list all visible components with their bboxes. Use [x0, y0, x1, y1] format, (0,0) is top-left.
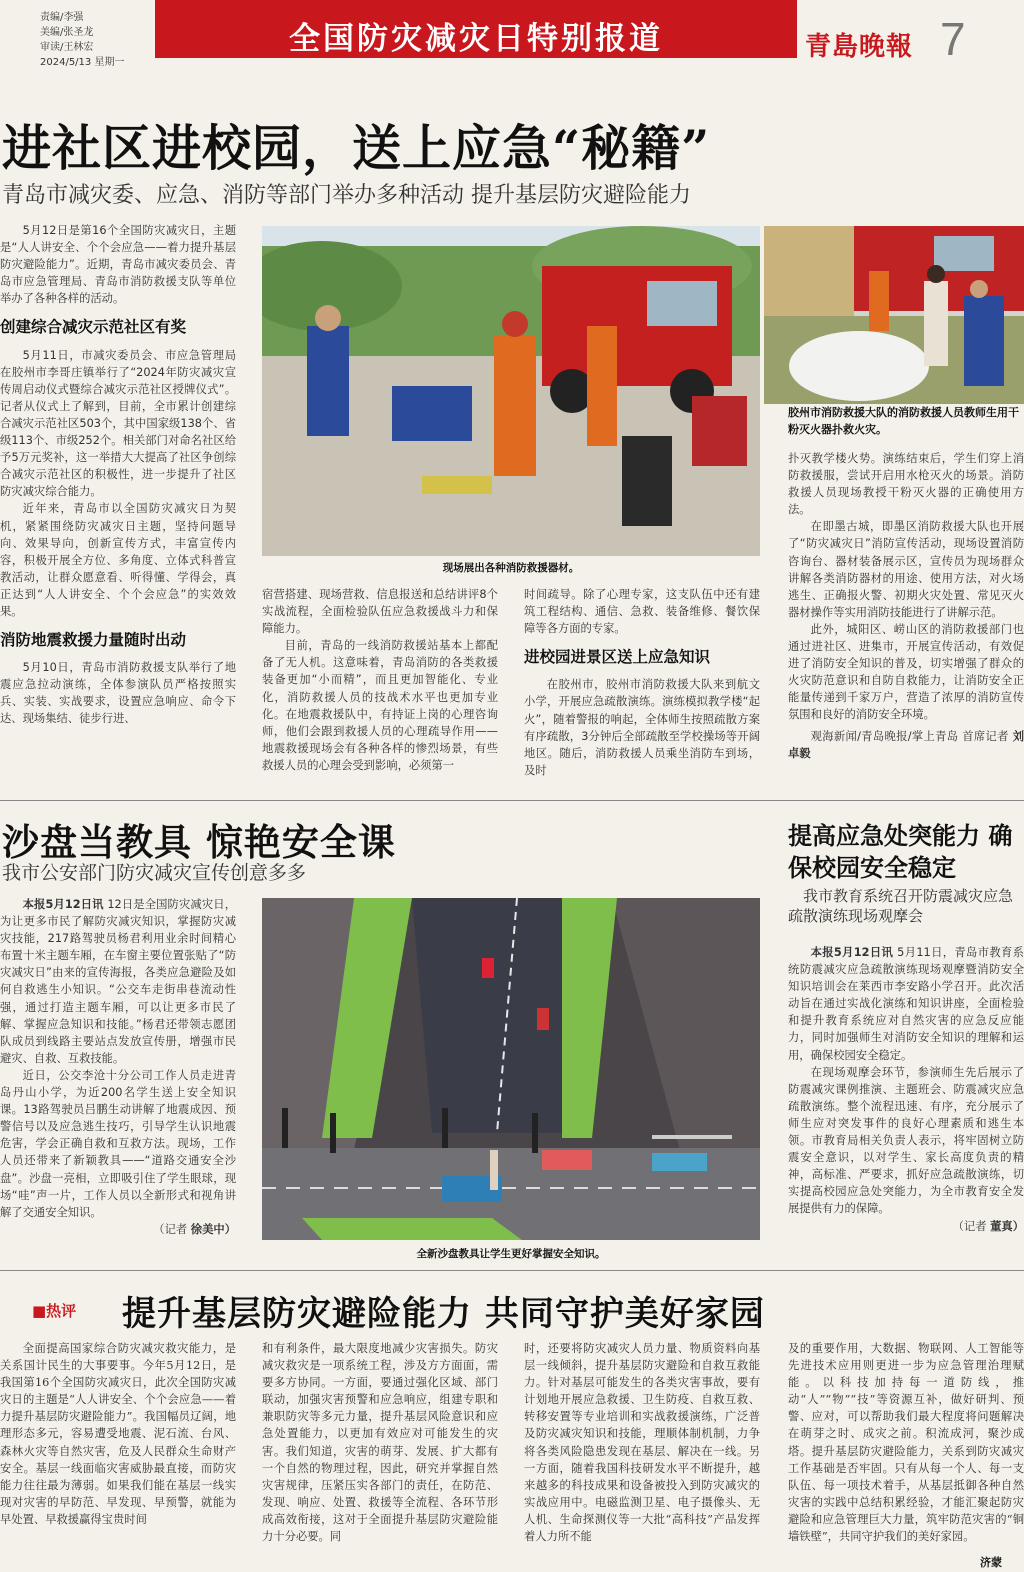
paragraph: 时间疏导。除了心理专家，这支队伍中还有建筑工程结构、通信、急救、装备维修、餐饮保障等各方面的专家。 — [524, 588, 760, 636]
paragraph: 此外，城阳区、崂山区的消防救援部门也通过进社区、进集市，开展宣传活动，有效促进了消防安全知识的普及，切实增强了群众的火灾防范意识和自防自救能力，让消防安全正能量传递到千家万户，营造了浓厚的消防宣传氛围和良好的消防安全环境。 — [788, 622, 1024, 722]
paragraph: 全面提高国家综合防灾减灾救灾能力，是关系国计民生的大事要事。今年5月12日，是我国第16个全国防灾减灾日，此次全国防灾减灾日的主题是“人人讲安全、个个会应急——着力提升基层防灾避险能力”。我国幅员辽阔，地理形态多元，容易遭受地震、泥石流、台风、森林火灾等自然灾害，危及人民群众生命财产安全。基层一线面临灾害威胁最直接，而防灾能力往往最为薄弱。如果我们能在基层一线实现对灾害的早防范、早发现、早预警，就能为早处置、早救援赢得宝贵时间 — [0, 1342, 236, 1526]
story2-subhead: 我市公安部门防灾减灾宣传创意多多 — [2, 862, 307, 884]
divider — [0, 1270, 1024, 1271]
story3-subhead: 我市教育系统召开防震减灾应急疏散演练现场观摩会 — [788, 887, 1014, 925]
story3-column: 本报5月12日讯 5月11日，青岛市教育系统防震减灾应急疏散演练现场观摩暨消防安全知识培训会在莱西市李安路小学召开。此次活动旨在通过实战化演练和知识讲座，全面检验和提升教育系统应对自然灾害的应急反应能力，同时加强师生对消防安全知识的理解和运用，确保校园安全稳定。 在现场观摩会环节，参演师生先后展示了防震减灾课例推演、主题班会、防震减灾应急疏散演练。整个流程迅速、有序，充分展示了师生应对突发事件的良好心理素质和逃生本领。市教育局相关负责人表示，将牢固树立防震安全意识，以对学生、家长高度负责的精神，高标准、严要求，抓好应急疏散演练，切实提高校园应急处突能力，为全市教育安全发展提供有力的保障。 （记者 董真） — [788, 944, 1024, 1264]
paragraph: 近日，公交李沧十分公司工作人员走进青岛丹山小学，为近200名学生送上安全知识课。13路驾驶员吕鹏生动讲解了地震成因、预警信号以及应急逃生技巧，引导学生认识地震危害，学会正确自救和互救方法。现场，工作人员还带来了新颖教具——“道路交通安全沙盘”。沙盘一亮相，立即吸引住了学生眼球，现场“哇”声一片，工作人员以全新形式和视角讲解了交通安全知识。 — [0, 1068, 236, 1219]
lead-headline: 进社区进校园，送上应急“秘籍” — [2, 119, 711, 177]
byline: 观海新闻/青岛晚报/掌上青岛 首席记者 刘卓毅 — [788, 729, 1024, 760]
paragraph: 宿营搭建、现场营救、信息报送和总结讲评8个实战流程，全面检验队伍应急救援战斗力和保障能力。 — [262, 588, 498, 636]
paragraph: 目前，青岛的一线消防救援站基本上都配备了无人机。这意味着，青岛消防的各类救援装备更加“小而精”，而且更加智能化、专业化，消防救援人员的技战术水平也更加专业化。在地震救援队中，有持证上岗的心理咨询师，他们会跟到救援人员的心理疏导作用——地震救援现场会有各种各样的惨烈场景，有些救援人员的心理会受到影响，必须第一 — [262, 639, 498, 772]
lead-column-2 — [262, 586, 498, 794]
hot-comment-tag: ■热评 — [32, 1302, 77, 1320]
paragraph: 在胶州市，胶州市消防救援大队来到航文小学，开展应急疏散演练。演练模拟教学楼“起火”，随着警报的响起，全体师生按照疏散方案有序疏散，3分钟后全部疏散至学校操场等开阔地区。随后，消防救援人员乘坐消防车到场，及时 — [524, 678, 760, 777]
comment-column-3 — [524, 1340, 760, 1572]
byline: （记者 徐美中） — [153, 1222, 236, 1236]
section-title: 消防地震救援力量随时出动 — [0, 631, 187, 650]
paragraph: 5月11日，市减灾委员会、市应急管理局在胶州市李哥庄镇举行了“2024年防灾减灾宣传周启动仪式暨综合减灾示范社区授牌仪式”。记者从仪式上了解到，目前，全市累计创建综合减灾示范社区503个，其中国家级138个、省级113个、市级252个。相关部门对命名社区给予5万元奖补，这一举措大大提高了社区争创综合减灾示范社区的积极性，进一步提升了社区防灾减灾综合能力。 — [0, 348, 236, 499]
comment-column-2 — [262, 1340, 498, 1572]
paragraph: 及的重要作用，大数据、物联网、人工智能等先进技术应用则更进一步为应急管理治理赋能。以科技加持每一道防线，推动“人”“物”“技”等资源互补，做好研判、预警、应对，可以帮助我们最大程度将问题解决在萌芽之时、成灾之前。积流成河，聚沙成塔。提升基层防灾避险能力，关系到防灾减灾工作基础是否牢固。只有从每一个人、每一支队伍、每一项技术着手，从基层抵御各种自然灾害的实践中总结积累经验，才能汇聚起防灾避险和应急管理巨大力量，筑牢防范灾害的“铜墙铁壁”，共同守护我们的美好家园。 — [788, 1342, 1024, 1544]
lead-subhead: 青岛市减灾委、应急、消防等部门举办多种活动 提升基层防灾避险能力 — [2, 183, 691, 208]
paragraph: 在即墨古城，即墨区消防救援大队也开展了“防灾减灾日”消防宣传活动，现场设置消防咨询台、器材装备展示区，宣传员为现场群众讲解各类消防器材的用途、使用方法，对火场逃生、正确报火警、初期火灾处置、常见灭火器材操作等实用消防技能进行了讲解示范。 — [788, 520, 1024, 619]
story3-headline: 提高应急处突能力 确保校园安全稳定 — [788, 822, 1013, 882]
comment-headline: 提升基层防灾避险能力 共同守护美好家园 — [122, 1294, 765, 1334]
lead-column-1 — [0, 222, 236, 792]
lead-column-4 — [788, 450, 1024, 790]
editor-credit: 责编/李强 — [40, 12, 84, 23]
comment-author: 济蒙 — [980, 1556, 1002, 1569]
issue-date: 2024/5/13 星期一 — [40, 57, 125, 68]
paragraph: 5月10日，青岛市消防救援支队举行了地震应急拉动演练，全体参演队员严格按照实兵、实装、实战要求，设置应急响应、命令下达、现场集结、徒步行进、 — [0, 661, 236, 726]
page-number: 7 — [940, 13, 966, 65]
comment-column-4 — [788, 1340, 1024, 1558]
page-meta — [40, 10, 124, 70]
paragraph: 近年来，青岛市以全国防灾减灾日为契机，紧紧围绕防灾减灾日主题，坚持问题导向、效果导向，创新宣传方式，丰富宣传内容，积极开展全方位、多角度、立体式科普宣教活动，让群众愿意看、听得懂、学得会，真正达到“人人讲安全、个个会应急”的实效效果。 — [0, 502, 236, 618]
byline: （记者 董真） — [952, 1219, 1024, 1233]
newspaper-masthead: 青島晚報 — [805, 32, 914, 62]
section-title: 进校园进景区送上应急知识 — [524, 648, 711, 667]
lead-intro: 5月12日是第16个全国防灾减灾日，主题是“人人讲安全、个个会应急——着力提升基层防灾避险能力”。近期，青岛市减灾委员会、青岛市应急管理局、青岛市消防救援支队等单位举办了各种各样的活动。 — [0, 224, 236, 306]
reviewer-credit: 审读/王林宏 — [40, 42, 94, 53]
extinguisher-demo-photo — [764, 226, 1024, 404]
equipment-display-photo — [262, 226, 760, 556]
lead-column-3 — [524, 586, 760, 794]
designer-credit: 美编/张圣龙 — [40, 27, 94, 38]
section-title: 创建综合减灾示范社区有奖 — [0, 318, 187, 337]
photo-caption: 胶州市消防救援大队的消防救援人员教师生用干粉灭火器扑救火灾。 — [788, 406, 1019, 436]
sand-table-photo — [262, 898, 760, 1240]
banner-title: 全国防灾减灾日特别报道 — [289, 21, 663, 57]
photo-caption: 全新沙盘教具让学生更好掌握安全知识。 — [416, 1248, 606, 1260]
photo-caption: 现场展出各种消防救援器材。 — [442, 562, 580, 574]
comment-column-1 — [0, 1340, 236, 1572]
paragraph: 和有利条件，最大限度地减少灾害损失。防灾减灾救灾是一项系统工程，涉及方方面面，需要多方协同。一方面，要通过强化区域、部门联动，加强灾害预警和应急响应，组建专职和兼职防灾等多元力量，提升基层风险意识和应急处置能力，以更加有效应对可能发生的灾害。我们知道，灾害的萌芽、发展、扩大都有一个自然的物理过程，因此，研究并掌握自然灾害规律，压紧压实各部门的责任，在防范、发现、响应、处置、救援等全流程、各环节形成高效衔接，这对于全面提升基层防灾避险能力十分必要。同 — [262, 1342, 498, 1544]
paragraph: 在现场观摩会环节，参演师生先后展示了防震减灾课例推演、主题班会、防震减灾应急疏散演练。整个流程迅速、有序，充分展示了师生应对突发事件的良好心理素质和逃生本领。市教育局相关负责人表示，将牢固树立防震安全意识，以对学生、家长高度负责的精神，高标准、严要求，抓好应急疏散演练，切实提高校园应急处突能力，为全市教育安全发展提供有力的保障。 — [788, 1065, 1024, 1216]
story2-column: 本报5月12日讯 12日是全国防灾减灾日，为让更多市民了解防灾减灾知识，掌握防灾减灾技能，217路驾驶员杨君利用业余时间精心布置十米主题车厢，在车窗主要位置张贴了“防灾减灾日”由来的宣传海报，各类应急避险及如何自救逃生小知识。“公交车走街串巷流动性强，通过打造主题车厢，可以让更多市民了解、掌握应急知识和技能。”杨君还带领志愿团队成员到线路主要站点发放宣传册，增强市民避灾、自救、互救技能。 近日，公交李沧十分公司工作人员走进青岛丹山小学，为近200名学生送上安全知识课。13路驾驶员吕鹏生动讲解了地震成因、预警信号以及应急逃生技巧，引导学生认识地震危害，学会正确自救和互救方法。现场，工作人员还带来了新颖教具——“道路交通安全沙盘”。沙盘一亮相，立即吸引住了学生眼球，现场“哇”声一片，工作人员以全新形式和视角讲解了交通安全知识。 （记者 徐美中） — [0, 896, 236, 1266]
divider — [0, 800, 1024, 801]
paragraph: 时，还要将防灾减灾人员力量、物质资料向基层一线倾斜，提升基层防灾避险和自救互救能力。针对基层可能发生的各类灾害事故，要有计划地开展应急救援、卫生防疫、自救互救、转移安置等专业培训和实战救援演练，广泛普及防灾减灾知识和技能，理顺体制机制，力争将各类风险隐患发现在基层、解决在一线。另一方面，随着我国科技研发水平不断提升，越来越多的科技成果和设备被投入到防灾减灾的实战应用中。电磁监测卫星、电子摄像头、无人机、生命探测仪等一大批“高科技”产品发挥着人力所不能 — [524, 1342, 760, 1544]
story2-headline: 沙盘当教具 惊艳安全课 — [2, 821, 396, 864]
section-banner — [155, 0, 797, 58]
paragraph: 扑灭教学楼火势。演练结束后，学生们穿上消防救援服，尝试开启用水枪灭火的场景。消防救援人员现场教授干粉灭火器的正确使用方法。 — [788, 452, 1024, 517]
